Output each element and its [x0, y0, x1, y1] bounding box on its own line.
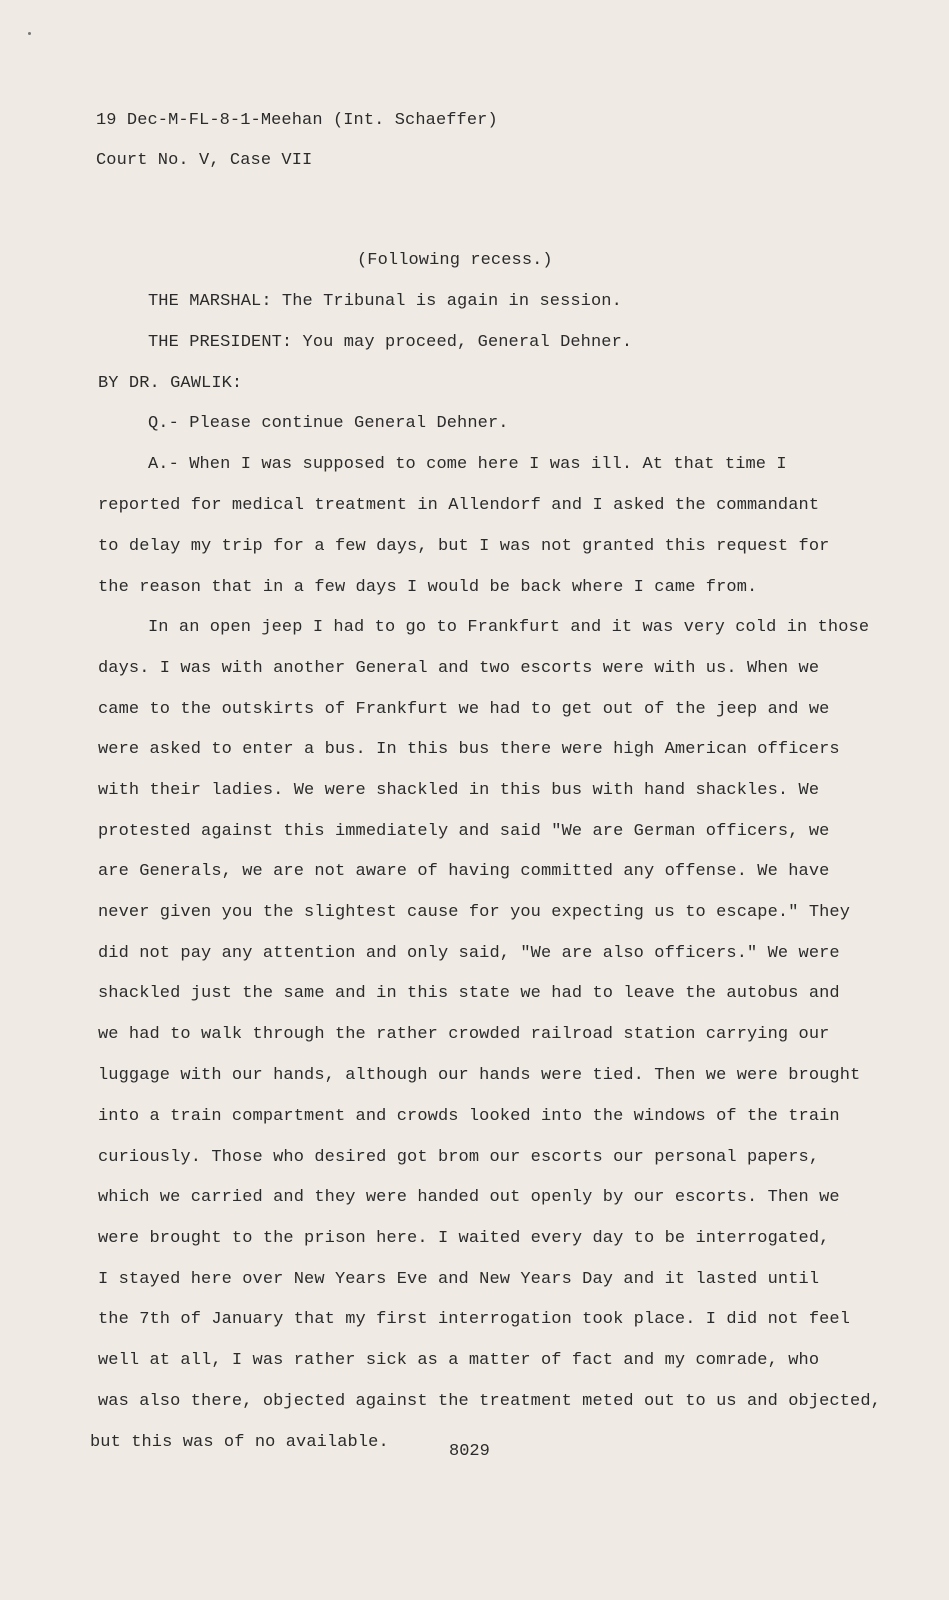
answer-line: with their ladies. We were shackled in this bus with hand shackles. We: [98, 781, 820, 800]
answer-line: curiously. Those who desired got brom our escorts our personal papers,: [98, 1148, 820, 1167]
document-reference: 19 Dec-M-FL-8-1-Meehan (Int. Schaeffer): [96, 111, 498, 130]
answer-line: the 7th of January that my first interrogation took place. I did not feel: [98, 1310, 851, 1329]
answer-line: did not pay any attention and only said, "We are also officers." We were: [98, 944, 840, 963]
answer-line: but this was of no available.: [90, 1433, 389, 1452]
answer-line: luggage with our hands, although our hands were tied. Then we were brought: [98, 1066, 861, 1085]
answer-line: days. I was with another General and two escorts were with us. When we: [98, 659, 820, 678]
answer-line: well at all, I was rather sick as a matter of fact and my comrade, who: [98, 1351, 820, 1370]
answer-line: shackled just the same and in this state we had to leave the autobus and: [98, 984, 840, 1003]
answer-line: In an open jeep I had to go to Frankfurt and it was very cold in those: [148, 618, 870, 637]
court-case: Court No. V, Case VII: [96, 151, 313, 170]
examiner-heading: BY DR. GAWLIK:: [98, 374, 243, 393]
answer-line: never given you the slightest cause for you expecting us to escape." They: [98, 903, 851, 922]
margin-mark: [28, 32, 31, 35]
answer-line: protested against this immediately and said "We are German officers, we: [98, 822, 830, 841]
marshal-statement: THE MARSHAL: The Tribunal is again in session.: [148, 292, 622, 311]
answer-line: were asked to enter a bus. In this bus there were high American officers: [98, 740, 840, 759]
answer-line: I stayed here over New Years Eve and New Years Day and it lasted until: [98, 1270, 820, 1289]
answer-line: came to the outskirts of Frankfurt we had to get out of the jeep and we: [98, 700, 830, 719]
page-number: 8029: [449, 1442, 490, 1461]
president-statement: THE PRESIDENT: You may proceed, General Dehner.: [148, 333, 633, 352]
answer-line: we had to walk through the rather crowded railroad station carrying our: [98, 1025, 830, 1044]
answer-line: A.- When I was supposed to come here I was ill. At that time I: [148, 455, 787, 474]
recess-note: (Following recess.): [357, 251, 553, 270]
answer-line: are Generals, we are not aware of having committed any offense. We have: [98, 862, 830, 881]
answer-line: to delay my trip for a few days, but I was not granted this request for: [98, 537, 830, 556]
answer-line: reported for medical treatment in Allendorf and I asked the commandant: [98, 496, 820, 515]
answer-line: which we carried and they were handed out openly by our escorts. Then we: [98, 1188, 840, 1207]
answer-line: the reason that in a few days I would be back where I came from.: [98, 578, 758, 597]
question-line: Q.- Please continue General Dehner.: [148, 414, 509, 433]
answer-line: were brought to the prison here. I waited every day to be interrogated,: [98, 1229, 830, 1248]
answer-line: was also there, objected against the treatment meted out to us and objected,: [98, 1392, 881, 1411]
answer-line: into a train compartment and crowds looked into the windows of the train: [98, 1107, 840, 1126]
